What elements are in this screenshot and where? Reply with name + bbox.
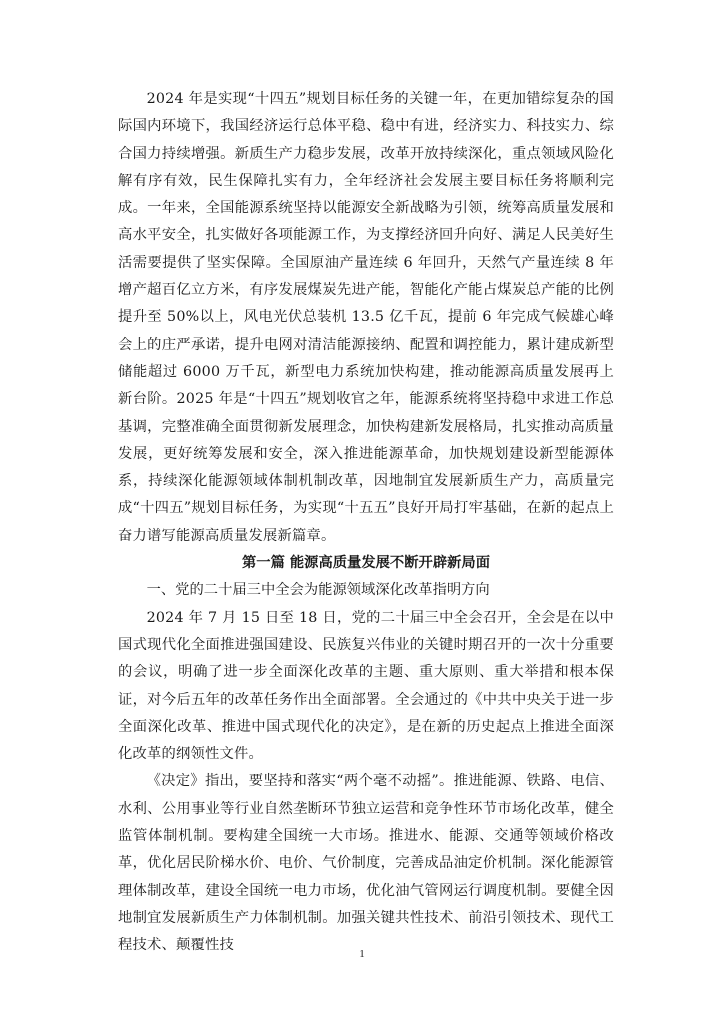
section-paragraph-plenum: 2024 年 7 月 15 日至 18 日，党的二十届三中全会召开，全会是在以中国式现代化全面推进强国建设、民族复兴伟业的关键时期召开的一次十分重要的会议，明确了进一步全面深化改革的主题、重大原则、重大举措和根本保证，对今后五年的改革任务作出全面部署。全会通过的《中共中央关于进一步全面深化改革、推进中国式现代化的决定》，是在新的历史起点上推进全面深化改革的纲领性文件。 <box>118 609 614 763</box>
section-heading: 一、党的二十届三中全会为能源领域深化改革指明方向 <box>146 582 490 599</box>
section-paragraph-decision: 《决定》指出，要坚持和落实“两个毫不动摇”。推进能源、铁路、电信、水利、公用事业等行业自然垄断环节独立运营和竞争性环节市场化改革，健全监管体制机制。要构建全国统一大市场。推进水、能源、交通等领域价格改革，优化居民阶梯水价、电价、气价制度，完善成品油定价机制。深化能源管理体制改革，建设全国统一电力市场，优化油气管网运行调度机制。要健全因地制宜发展新质生产力体制机制。加强关键共性技术、前沿引领技术、现代工程技术、颠覆性技 <box>118 773 614 954</box>
page-number: 1 <box>359 948 365 960</box>
part-heading: 第一篇 能源高质量发展不断开辟新局面 <box>241 555 491 572</box>
document-body <box>118 86 614 960</box>
intro-paragraph: 2024 年是实现“十四五”规划目标任务的关键一年，在更加错综复杂的国际国内环境下，我国经济运行总体平稳、稳中有进，经济实力、科技实力、综合国力持续增强。新质生产力稳步发展，改革开放持续深化，重点领域风险化解有序有效，民生保障扎实有力，全年经济社会发展主要目标任务将顺利完成。一年来，全国能源系统坚持以能源安全新战略为引领，统筹高质量发展和高水平安全，扎实做好各项能源工作，为支撑经济回升向好、满足人民美好生活需要提供了坚实保障。全国原油产量连续 6 年回升，天然气产量连续 8 年增产超百亿立方米，有序发展煤炭先进产能，智能化产能占煤炭总产能的比例提升至 50%以上，风电光伏总装机 13.5 亿千瓦，提前 6 年完成气候雄心峰会上的庄严承诺，提升电网对清洁能源接纳、配置和调控能力，累计建成新型储能超过 6000 万千瓦，新型电力系统加快构建，推动能源高质量发展再上新台阶。2025 年是“十四五”规划收官之年，能源系统将坚持稳中求进工作总基调，完整准确全面贯彻新发展理念，加快构建新发展格局，扎实推动高质量发展，更好统筹发展和安全，深入推进能源革命，加快规划建设新型能源体系，持续深化能源领域体制机制改革，因地制宜发展新质生产力，高质量完成“十四五”规划目标任务，为实现“十五五”良好开局打牢基础，在新的起点上奋力谱写能源高质量发展新篇章。 <box>118 91 614 544</box>
